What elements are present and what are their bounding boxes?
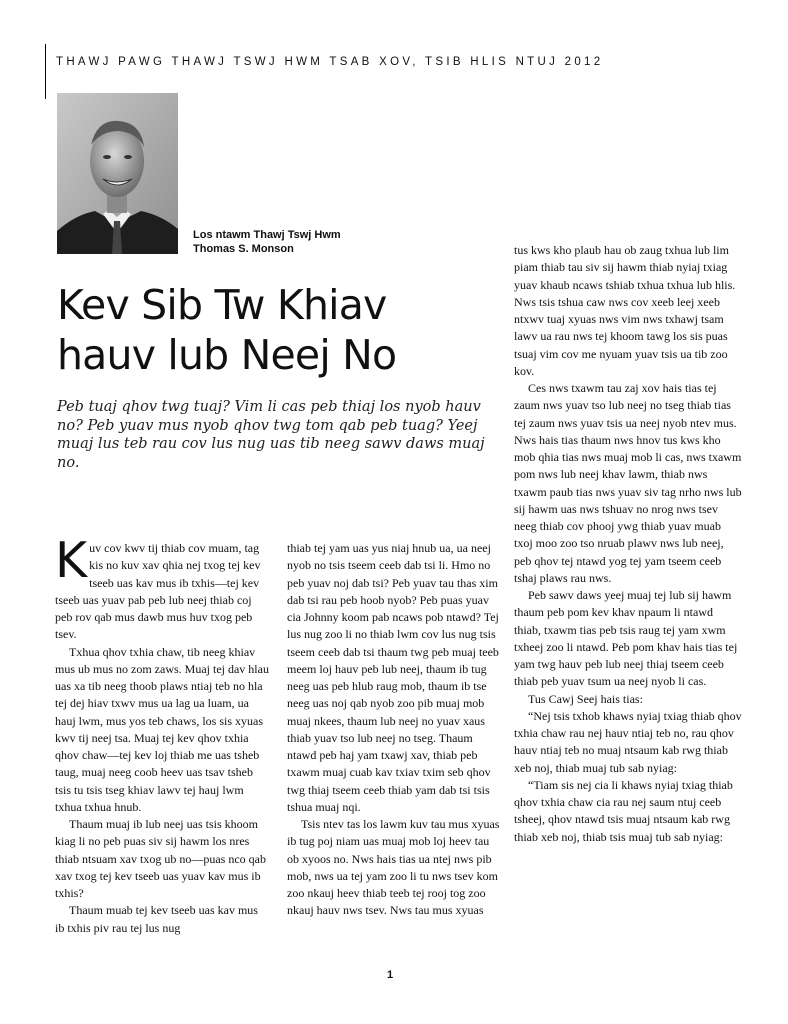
caption-author-name: Thomas S. Monson [193,243,294,255]
drop-cap: K [55,532,88,589]
article-title [57,280,396,380]
article-deck: Peb tuaj qhov twg tuaj? Vim li cas peb thiaj los nyob hauv no? Peb yuav mus nyob qhov twg tom qab peb tuag? Yeej muaj lus teb rau cov lus nug uas tib neeg sawv daws muaj no. [57,399,485,471]
body-paragraph: thiab tej yam uas yus niaj hnub ua, ua neej nyob no tsis tseem ceeb dab tsi li. Hmo no peb yuav noj dab tsi? Peb yuav tau thas xim dab tsi rau peb hoob nyob? Peb puas yuav cia Johnny koom pab ncaws pob ntawd? Tej lus nug zoo li no thiab lwm cov lus nug tsis tseem ceeb dab tsi thaum twg peb muaj teeb meem loj hauv peb lub neej, thaum ib tug neeg uas peb hlub raug mob, thaum ib tse neeg uas noj qab nyob zoo pib muaj mob muaj nkees, thaum lub neej no yuav xaus thiab yuav tso lub neej no tseg. Thaum ntawd peb haj yam txawj xav, thiab peb txawm muaj cuab kav txiav txim seb qhov twg thiaj tseem ceeb thiab yam dab tsi tsis tshua muaj nqi. [287,541,499,814]
body-paragraph: Thaum muaj ib lub neej uas tsis khoom kiag li no peb puas siv sij hawm los nres thiab ntsuam xav txog ub no—puas nco qab xav txog tej kev tseeb uas yuav kav mus ib txhis? [55,817,266,900]
portrait-caption [193,228,341,256]
body-column-2 [287,540,502,920]
page-number: 1 [387,969,394,981]
scripture-quote: “Nej tsis txhob khaws nyiaj txiag thiab qhov txhia chaw rau nej hauv ntiaj teb no, rau qhov hauv ntiaj teb no muaj ntsaum kab rwg thiab xeb noj, thiab muaj tub sab nyiag: [514,708,742,775]
body-paragraph: Tus Cawj Seej hais tias: [528,691,643,706]
body-column-1 [55,532,270,937]
body-paragraph: Txhua qhov txhia chaw, tib neeg khiav mus ub mus no zom zaws. Muaj tej dav hlau uas xa tib neeg thoob plaws ntiaj teb no hla tej dej hiav txwv mus ua lag ua luam, ua hauj lwm, mus yos teb chaws, los sis xyuas kwv tij neej tsa. Muaj tej kev qhov txhia qhov chaw—tej kev loj thiab me uas tsheb taug, muaj neeg coob heev uas tsav tsheb tsis tu tsis tseg khiav lawv tej hauj lwm txhua txhua hnub. [55,644,269,814]
running-head: THAWJ PAWG THAWJ TSWJ HWM TSAB XOV, TSIB HLIS NTUJ 2012 [56,56,604,68]
scripture-quote: “Tiam sis nej cia li khaws nyiaj txiag thiab qhov txhia chaw cia rau nej saum ntuj ceeb tsheej, qhov ntawd tsis muaj ntsaum kab rwg thiab xeb noj, thiab tsis muaj tub sab nyiag: [514,777,733,844]
body-paragraph: Tsis ntev tas los lawm kuv tau mus xyuas ib tug poj niam uas muaj mob loj heev tau ob xyoos no. Nws hais tias ua ntej nws pib mob, nws ua tej yam zoo li tu nws tsev kom zoo nkauj heev thiab teeb tej rooj tog zoo nkauj hauv nws tsev. Nws tau mus xyuas [287,817,500,918]
body-paragraph: Peb sawv daws yeej muaj tej lub sij hawm thaum peb pom kev khav npaum li ntawd thiab, txawm tias peb tsis raug tej yam xwm txheej zoo li ntawd. Peb pom khav hais tias tej yam twg hauv peb lub neej thiaj tseem ceeb thiab peb yuav tsum ua neej nyob li cas. [514,588,738,689]
portrait-image [57,93,178,254]
body-column-3 [514,242,742,846]
margin-rule [45,44,46,99]
body-paragraph [55,532,270,644]
opening-text: uv cov kwv tij thiab cov muam, tag kis no kuv xav qhia nej txog tej kev tseeb uas kav mus ib txhis—tej kev tseeb uas yuav pab peb lub neej thiab coj peb rov qab mus dawb mus huv txog peb tsev. [55,541,261,642]
author-portrait [57,93,178,254]
title-line-1: Kev Sib Tw Khiav [57,281,387,329]
caption-byline: Los ntawm Thawj Tswj Hwm [193,229,341,241]
title-line-2: hauv lub Neej No [57,331,397,379]
body-paragraph: Ces nws txawm tau zaj xov hais tias tej zaum nws yuav tso lub neej no tseg thiab tias tej zaum nws yuav tsis ua neej nyob ntev mus. Nws hais tias thaum nws hnov tus kws kho mob qhia tias nws muaj mob li cas, nws txawm pom nws lub neej khav lawm, thiab nws txawm paub tias nws yuav siv tag nrho nws lub sij hawm uas nws tshuav no nrog nws tsev neeg thiab cov phooj ywg thiab yuav muab txoj moo zoo tso nruab plawv nws lub neej, peb qhov tej ntawd yog tej yam tseem ceeb tshaj plaws rau nws. [514,381,742,585]
body-paragraph: tus kws kho plaub hau ob zaug txhua lub lim piam thiab tau siv sij hawm thiab nyiaj txiag yuav khaub ncaws tshiab txhua txhua lub hlis. Nws tsis tshua caw nws cov xeeb leej xeeb ntxwv tuaj xyuas nws vim nws txhawj tsam lawv ua rau nws tej khoom tawg los sis puas tsuaj vim cov me nyuam yuav tsis ua tib zoo kov. [514,243,736,378]
body-paragraph: Thaum muab tej kev tseeb uas kav mus ib txhis piv rau tej lus nug [55,903,258,935]
